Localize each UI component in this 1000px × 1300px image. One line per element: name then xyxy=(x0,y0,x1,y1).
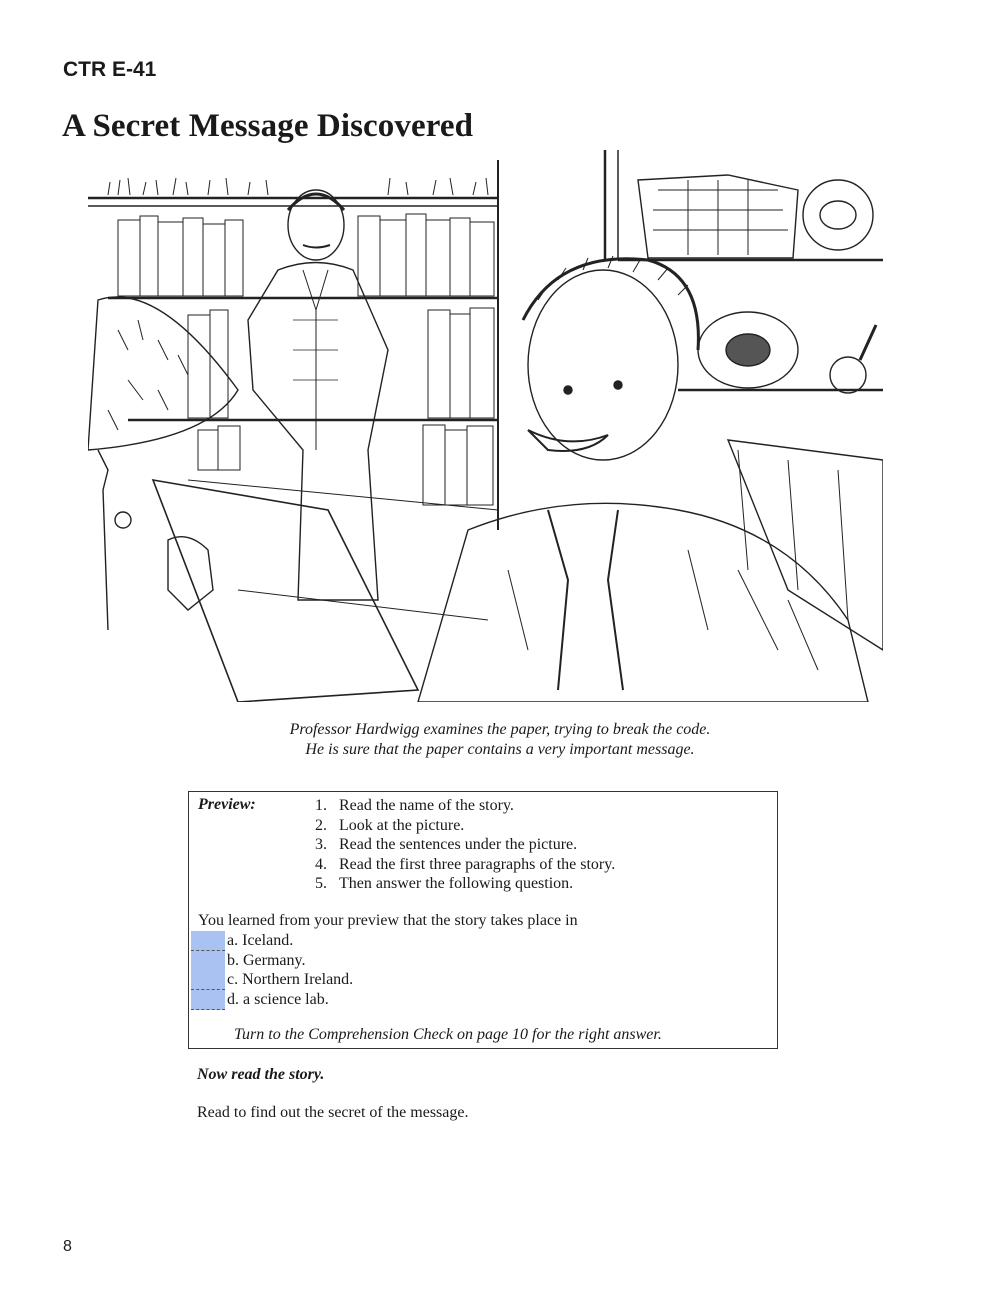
answer-label-b: b. Germany. xyxy=(227,951,306,969)
preview-step xyxy=(315,816,615,836)
step-number: 2. xyxy=(315,816,327,834)
reading-purpose: Read to find out the secret of the message. xyxy=(197,1104,469,1121)
answer-checkbox-a[interactable] xyxy=(191,931,225,951)
step-text: Then answer the following question. xyxy=(339,875,574,892)
preview-label: Preview: xyxy=(198,796,256,813)
story-title: A Secret Message Discovered xyxy=(62,108,474,144)
comprehension-check-note: Turn to the Comprehension Check on page 10 for the right answer. xyxy=(234,1026,662,1043)
answer-checkbox-c[interactable] xyxy=(191,970,225,990)
caption-line-2: He is sure that the paper contains a very important message. xyxy=(305,741,695,758)
step-text: Read the name of the story. xyxy=(339,797,514,814)
step-text: Look at the picture. xyxy=(339,816,465,834)
answer-checkbox-d[interactable] xyxy=(191,990,225,1010)
step-number: 1. xyxy=(315,797,327,814)
illustration-caption xyxy=(100,720,900,760)
step-text: Read the sentences under the picture. xyxy=(339,836,578,853)
step-text: Read the first three paragraphs of the story. xyxy=(339,855,616,873)
caption-line-1: Professor Hardwigg examines the paper, trying to break the code. xyxy=(289,721,711,738)
document-code: CTR E-41 xyxy=(63,58,157,81)
preview-question: You learned from your preview that the story takes place in xyxy=(198,912,578,929)
answer-checkbox-b[interactable] xyxy=(191,951,225,971)
story-illustration xyxy=(88,150,883,702)
answer-label-d: d. a science lab. xyxy=(227,990,329,1008)
preview-step xyxy=(315,855,615,875)
now-read-instruction: Now read the story. xyxy=(197,1066,325,1083)
preview-step xyxy=(315,796,615,816)
preview-step xyxy=(315,835,615,855)
answer-label-a: a. Iceland. xyxy=(227,932,294,949)
answer-label-c: c. Northern Ireland. xyxy=(227,971,354,988)
preview-step xyxy=(315,874,615,894)
preview-steps xyxy=(315,796,615,894)
step-number: 4. xyxy=(315,855,327,873)
step-number: 5. xyxy=(315,875,327,892)
page-number: 8 xyxy=(63,1238,72,1255)
step-number: 3. xyxy=(315,836,327,853)
preview-box xyxy=(188,791,778,1049)
